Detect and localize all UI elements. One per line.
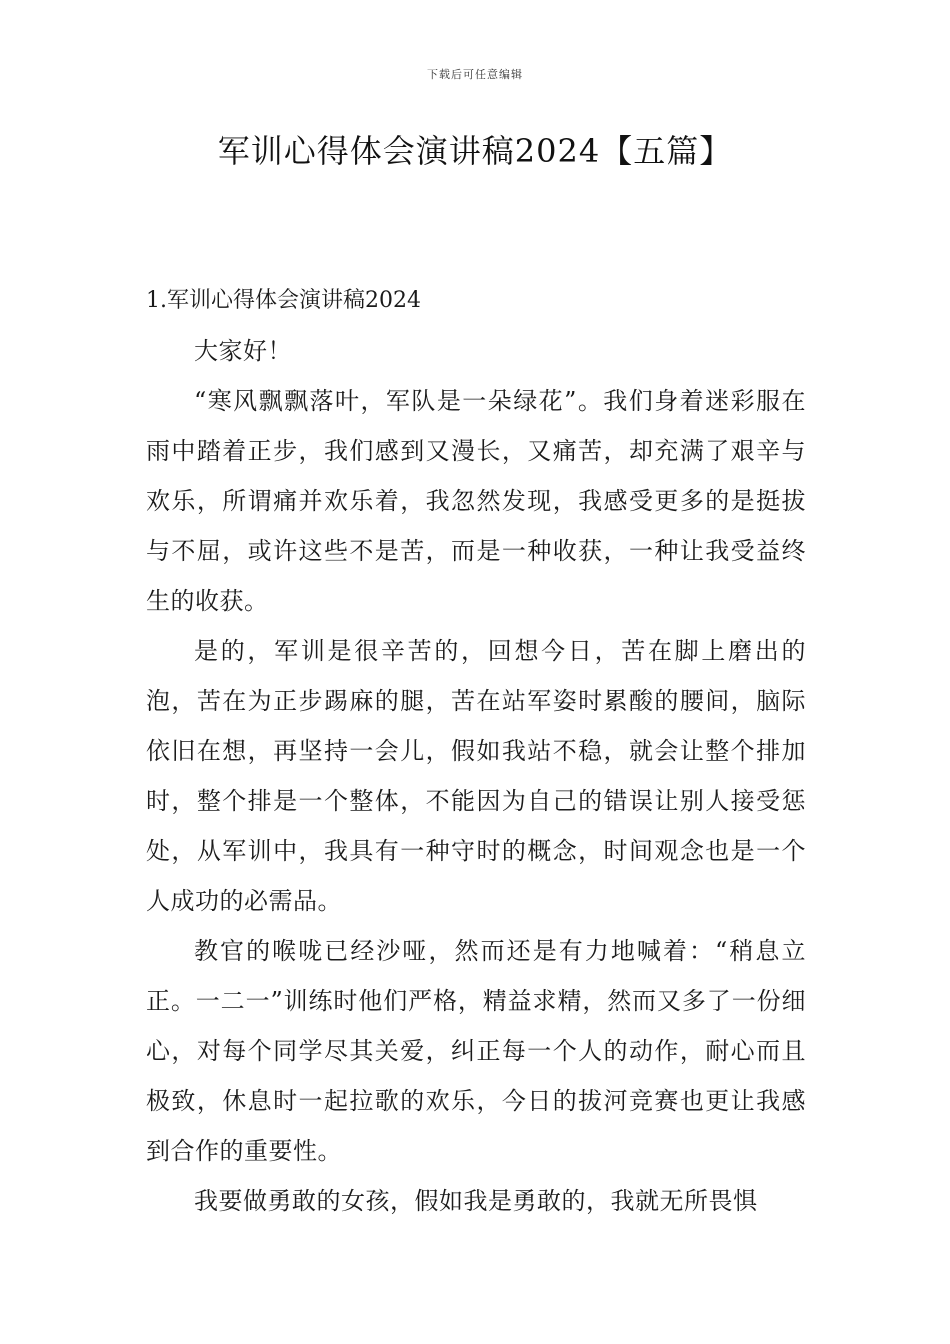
section-heading: 1.军训心得体会演讲稿2024	[146, 288, 421, 313]
body-paragraph: 教官的喉咙已经沙哑，然而还是有力地喊着：“稍息立正。一二一”训练时他们严格，精益求精，然而又多了一份细心，对每个同学尽其关爱，纠正每一个人的动作，耐心而且极致，休息时一起拉歌的欢乐，今日的拔河竞赛也更让我感到合作的重要性。	[146, 937, 806, 1165]
page-header-note: 下载后可任意编辑	[427, 68, 523, 81]
body-paragraph: 是的，军训是很辛苦的，回想今日，苦在脚上磨出的泡，苦在为正步踢麻的腿，苦在站军姿时累酸的腰间，脑际依旧在想，再坚持一会儿，假如我站不稳，就会让整个排加时，整个排是一个整体，不能因为自己的错误让别人接受惩处，从军训中，我具有一种守时的概念，时间观念也是一个人成功的必需品。	[146, 637, 806, 915]
greeting-paragraph: 大家好！	[194, 337, 292, 365]
body-paragraph: “寒风飘飘落叶，军队是一朵绿花”。我们身着迷彩服在雨中踏着正步，我们感到又漫长，又痛苦，却充满了艰辛与欢乐，所谓痛并欢乐着，我忽然发现，我感受更多的是挺拔与不屈，或许这些不是苦，而是一种收获，一种让我受益终生的收获。	[146, 387, 806, 615]
body-paragraph: 我要做勇敢的女孩，假如我是勇敢的，我就无所畏惧	[194, 1187, 758, 1215]
document-body	[146, 276, 806, 1226]
document-title: 军训心得体会演讲稿2024【五篇】	[217, 132, 733, 170]
